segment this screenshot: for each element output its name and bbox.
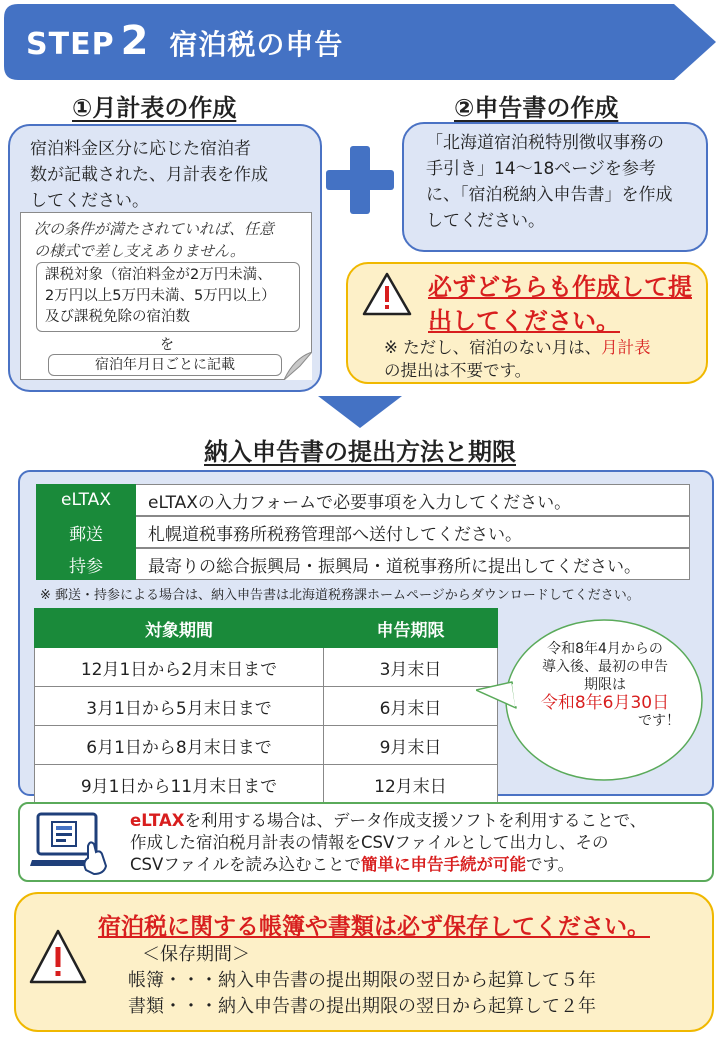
warning-note-prefix: ※ ただし、宿泊のない月は、 — [384, 338, 602, 357]
bubble-line: 導入後、最初の申告 — [542, 659, 668, 675]
table-row — [35, 648, 498, 687]
step-number: 2 — [120, 18, 150, 64]
deadline-cell: 3月末日 — [324, 648, 498, 687]
table-row — [35, 765, 498, 804]
condition-italic-line: の様式で差し支えありません。 — [34, 242, 245, 260]
declaration-line: に、「宿泊税納入申告書」を作成 — [426, 185, 673, 205]
method-row-mail — [36, 516, 690, 548]
retention-title: 宿泊税に関する帳簿や書類は必ず保存してください。 — [98, 914, 650, 940]
step-label: STEP — [26, 27, 115, 62]
plus-icon — [326, 146, 394, 214]
method-label: 郵送 — [36, 516, 136, 548]
connector-text: を — [160, 337, 174, 353]
period-cell: 12月1日から2月末日まで — [35, 648, 324, 687]
bubble-text — [530, 640, 680, 730]
table-row — [35, 687, 498, 726]
declaration-line: 手引き」14〜18ページを参考 — [426, 159, 656, 179]
down-arrow-icon — [318, 396, 402, 428]
deadline-cell: 6月末日 — [324, 687, 498, 726]
software-text — [130, 810, 710, 876]
warning-title-line: 出してください。 — [428, 307, 620, 335]
monthly-report-text — [30, 136, 320, 214]
retention-line: 帳簿・・・納入申告書の提出期限の翌日から起算して５年 — [128, 970, 596, 991]
bubble-date: 令和8年6月30日 — [540, 693, 670, 713]
page-title: 宿泊税の申告 — [169, 28, 344, 61]
software-line: です。 — [525, 855, 575, 874]
method-text: 最寄りの総合振興局・振興局・道税事務所に提出してください。 — [136, 548, 690, 580]
warning-note — [384, 336, 704, 382]
table-header-row — [35, 609, 498, 648]
download-note: ※ 郵送・持参による場合は、納入申告書は北海道税務課ホームページからダウンロードしてください。 — [40, 588, 640, 603]
software-line: 作成した宿泊税月計表の情報をCSVファイルとして出力し、その — [130, 833, 609, 852]
method-row-eltax — [36, 484, 690, 516]
condition-line: 及び課税免除の宿泊数 — [45, 309, 190, 325]
declaration-text — [426, 130, 706, 234]
condition-line: 課税対象（宿泊料金が2万円未満、 — [45, 267, 272, 283]
condition-line: 2万円以上5万円未満、5万円以上） — [45, 288, 276, 304]
record-label: 宿泊年月日ごとに記載 — [48, 354, 282, 376]
filing-heading: 納入申告書の提出方法と期限 — [204, 438, 516, 466]
warning-note-suffix: の提出は不要です。 — [384, 361, 532, 380]
software-line: CSVファイルを読み込むことで — [130, 855, 361, 874]
section2-heading: ②申告書の作成 — [454, 94, 619, 122]
monthly-report-line: 宿泊料金区分に応じた宿泊者 — [30, 139, 251, 159]
period-cell: 6月1日から8月末日まで — [35, 726, 324, 765]
laptop-icon — [30, 810, 116, 876]
retention-period-label: ＜保存期間＞ — [142, 944, 250, 965]
section1-heading: ①月計表の作成 — [72, 94, 237, 122]
method-label: 持参 — [36, 548, 136, 580]
page-curl-icon — [284, 352, 312, 380]
column-header: 申告期限 — [324, 609, 498, 648]
warning-note-highlight: 月計表 — [601, 338, 651, 357]
declaration-line: してください。 — [426, 211, 545, 231]
bubble-line: 令和8年4月からの — [547, 641, 663, 657]
condition-italic — [34, 218, 310, 262]
retention-line: 書類・・・納入申告書の提出期限の翌日から起算して２年 — [128, 996, 596, 1017]
software-line: を利用する場合は、データ作成支援ソフトを利用することで、 — [184, 811, 647, 830]
deadline-cell: 12月末日 — [324, 765, 498, 804]
column-header: 対象期間 — [35, 609, 324, 648]
warning-icon — [28, 928, 88, 986]
warning-title — [428, 270, 704, 338]
monthly-report-line: してください。 — [30, 191, 149, 211]
table-row — [35, 726, 498, 765]
step-heading — [26, 18, 343, 64]
monthly-report-line: 数が記載された、月計表を作成 — [30, 165, 268, 185]
period-cell: 9月1日から11月末日まで — [35, 765, 324, 804]
warning-title-line: 必ずどちらも作成して提 — [428, 273, 692, 301]
bubble-suffix: です！ — [638, 713, 680, 729]
period-cell: 3月1日から5月末日まで — [35, 687, 324, 726]
method-label: eLTAX — [36, 484, 136, 516]
condition-box — [36, 262, 300, 332]
bubble-line: 期限は — [584, 677, 626, 693]
method-text: eLTAXの入力フォームで必要事項を入力してください。 — [136, 484, 690, 516]
method-row-bring — [36, 548, 690, 580]
retention-lines — [128, 942, 596, 1020]
deadline-table — [34, 608, 498, 804]
warning-icon — [362, 272, 412, 316]
deadline-cell: 9月末日 — [324, 726, 498, 765]
software-eltax: eLTAX — [130, 811, 185, 830]
software-highlight: 簡単に申告手続が可能 — [360, 855, 526, 874]
method-text: 札幌道税事務所税務管理部へ送付してください。 — [136, 516, 690, 548]
declaration-line: 「北海道宿泊税特別徴収事務の — [426, 133, 664, 153]
condition-italic-line: 次の条件が満たされていれば、任意 — [34, 220, 275, 238]
